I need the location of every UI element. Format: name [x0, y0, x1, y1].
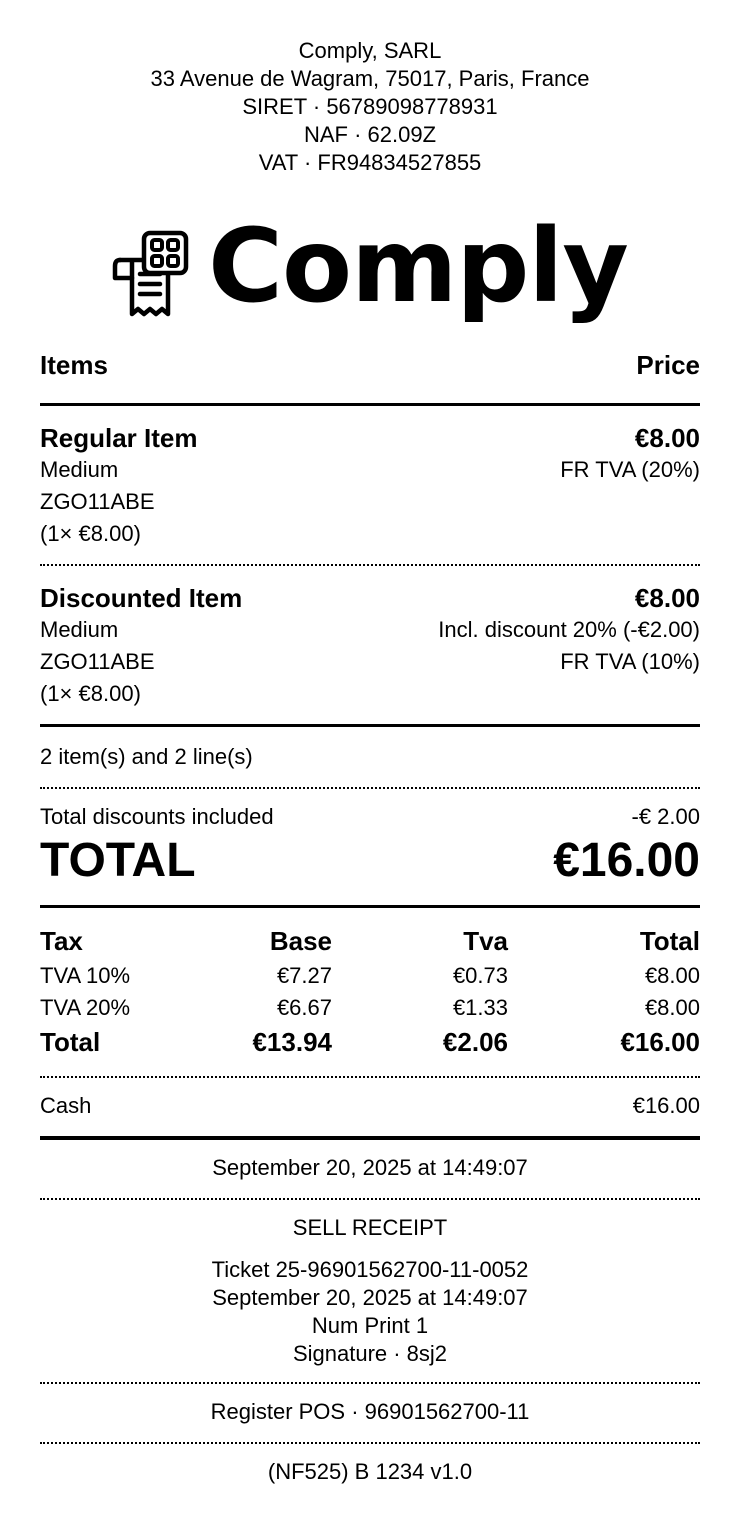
payment-amount: €16.00: [632, 1093, 700, 1118]
tax-cell: €0.73: [452, 963, 508, 988]
receipt-type: SELL RECEIPT: [292, 1215, 448, 1240]
item-tax-rate: FR TVA (10%): [560, 649, 700, 674]
tax-cell: €7.27: [276, 963, 332, 988]
item-price: €8.00: [634, 423, 700, 453]
signature: Signature · 8sj2: [292, 1341, 448, 1366]
merchant-name: Comply, SARL: [298, 38, 442, 63]
merchant-header: [40, 0, 700, 177]
tax-header-total: Total: [639, 926, 700, 956]
tax-cell: €8.00: [644, 995, 700, 1020]
tax-cell: €13.94: [252, 1027, 332, 1057]
tax-header-tva: Tva: [463, 926, 508, 956]
item-name: Regular Item: [40, 423, 198, 453]
tax-cell: Total: [40, 1027, 101, 1057]
tax-cell: €1.33: [452, 995, 508, 1020]
price-column-label: Price: [636, 350, 700, 380]
items-column-header: [40, 350, 700, 382]
total-label: TOTAL: [40, 834, 196, 887]
ticket-datetime: September 20, 2025 at 14:49:07: [212, 1285, 528, 1310]
tax-row: [40, 992, 700, 1024]
merchant-naf: NAF · 62.09Z: [303, 122, 437, 147]
item-discount: Incl. discount 20% (-€2.00): [438, 617, 700, 642]
tax-cell: €2.06: [442, 1027, 508, 1057]
item-sku: ZGO11ABE: [40, 489, 155, 514]
line-item: [40, 406, 700, 564]
receipt-register-icon: [112, 230, 190, 320]
tax-cell: TVA 20%: [40, 995, 131, 1020]
tax-cell: €8.00: [644, 963, 700, 988]
certification: (NF525) B 1234 v1.0: [267, 1459, 473, 1484]
item-variant: Medium: [40, 617, 119, 642]
item-quantity: (1× €8.00): [40, 681, 141, 706]
tax-header-row: [40, 922, 700, 960]
logo-text: Comply: [208, 207, 628, 326]
item-tax-rate: FR TVA (20%): [560, 457, 700, 482]
items-summary: 2 item(s) and 2 line(s): [40, 744, 253, 769]
tax-cell: TVA 10%: [40, 963, 131, 988]
item-name: Discounted Item: [40, 583, 243, 613]
register-id: Register POS · 96901562700-11: [210, 1399, 530, 1424]
discounts-label: Total discounts included: [40, 804, 274, 829]
tax-total-row: [40, 1024, 700, 1060]
receipt-meta: [40, 1200, 700, 1382]
total-value: €16.00: [553, 834, 700, 887]
line-item: [40, 566, 700, 724]
merchant-vat: VAT · FR94834527855: [258, 150, 482, 175]
ticket-number: Ticket 25-96901562700-11-0052: [211, 1257, 529, 1282]
tax-header-base: Base: [269, 926, 332, 956]
tax-table: [40, 908, 700, 1076]
tax-cell: €16.00: [620, 1027, 700, 1057]
discounts-value: -€ 2.00: [631, 804, 700, 829]
merchant-address: 33 Avenue de Wagram, 75017, Paris, France: [150, 66, 590, 91]
merchant-siret: SIRET · 56789098778931: [242, 94, 498, 119]
num-print: Num Print 1: [311, 1313, 429, 1338]
logo: [40, 207, 700, 333]
receipt-datetime: September 20, 2025 at 14:49:07: [212, 1155, 528, 1180]
item-price: €8.00: [634, 583, 700, 613]
tax-header-tax: Tax: [40, 926, 83, 956]
tax-cell: €6.67: [276, 995, 332, 1020]
item-sku: ZGO11ABE: [40, 649, 155, 674]
item-variant: Medium: [40, 457, 119, 482]
payment-row: [40, 1078, 700, 1136]
items-column-label: Items: [40, 350, 108, 380]
totals-section: [40, 789, 700, 905]
item-quantity: (1× €8.00): [40, 521, 141, 546]
payment-method: Cash: [40, 1093, 92, 1118]
tax-row: [40, 960, 700, 992]
